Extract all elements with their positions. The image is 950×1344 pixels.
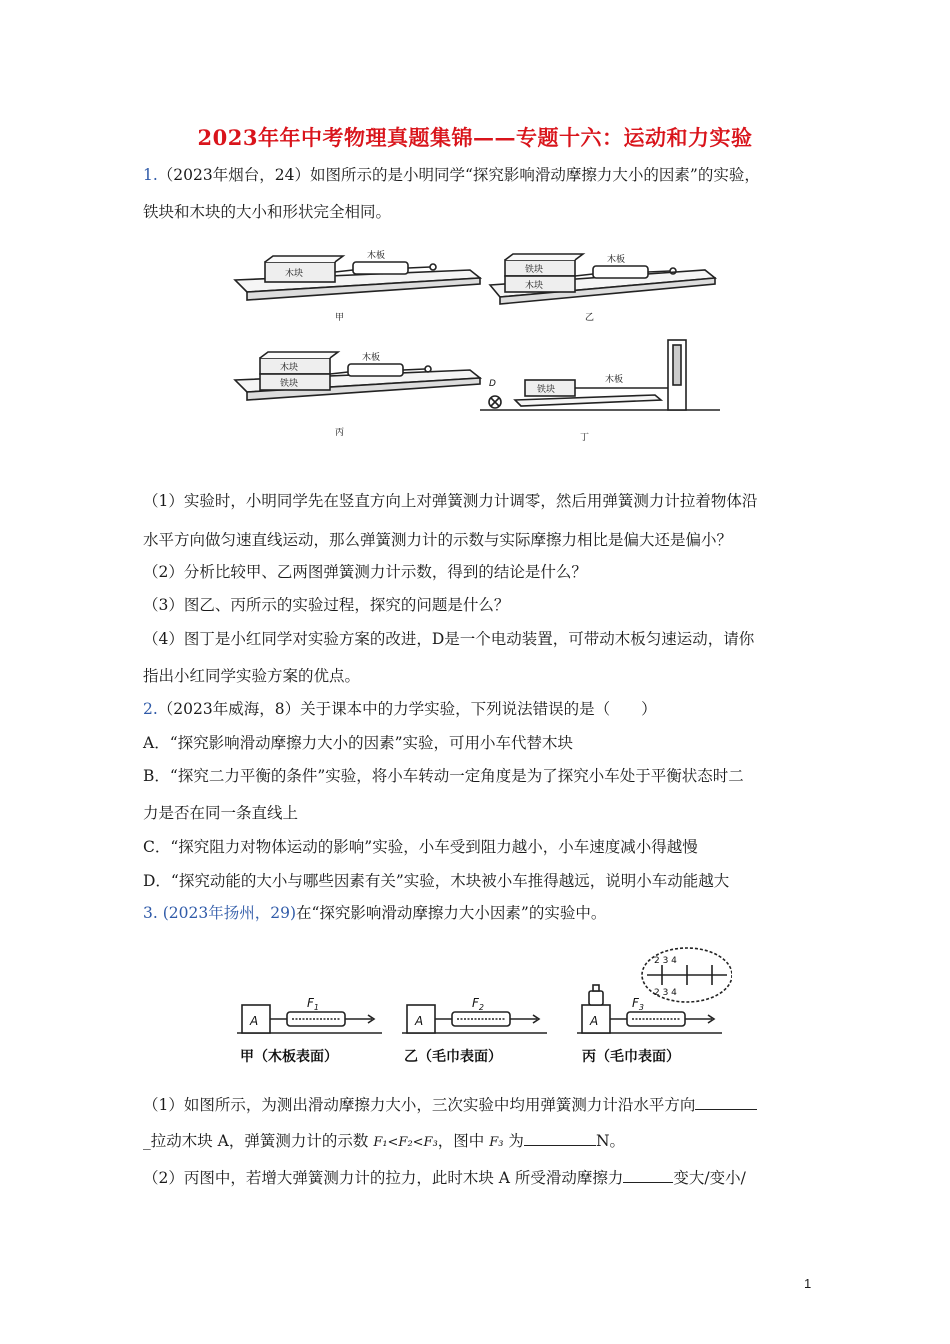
label-tiekuai-yi: 铁块 bbox=[525, 265, 544, 275]
label-d: D bbox=[489, 379, 496, 389]
q2-stem: （2023年威海，8）关于课本中的力学实验，下列说法错误的是（ ） bbox=[157, 700, 657, 718]
q1-stem-line1: （2023年烟台，24）如图所示的是小明同学“探究影响滑动摩擦力大小的因素”的实验， bbox=[157, 166, 760, 184]
q2-option-c: C．“探究阻力对物体运动的影响”实验，小车受到阻力越小，小车速度减小得越慢 bbox=[143, 838, 698, 856]
q1-sub2: （2）分析比较甲、乙两图弹簧测力计示数，得到的结论是什么？ bbox=[143, 563, 587, 581]
q3-sub1-unit: N。 bbox=[595, 1132, 626, 1150]
caption-ding: 丁 bbox=[580, 433, 590, 443]
q1-sub1-line2: 水平方向做匀速直线运动，那么弹簧测力计的示数与实际摩擦力相比是偏大还是偏小？ bbox=[143, 531, 733, 549]
q1-sub3: （3）图乙、丙所示的实验过程，探究的问题是什么？ bbox=[143, 596, 510, 614]
label-tiekuai-bing: 铁块 bbox=[280, 379, 299, 389]
q3-blank-2 bbox=[524, 1131, 596, 1146]
q3-figure bbox=[232, 945, 732, 1075]
q3-blank-3 bbox=[623, 1168, 673, 1183]
caption-bing: 丙 bbox=[335, 428, 345, 438]
q3-stem: 在“探究影响滑动摩擦力大小因素”的实验中。 bbox=[296, 904, 607, 922]
q3-label-a1: A bbox=[250, 1014, 259, 1028]
q1-figure bbox=[225, 240, 725, 450]
q3-caption-bing: 丙（毛巾表面） bbox=[582, 1049, 680, 1065]
q2-option-b-line1: B．“探究二力平衡的条件”实验，将小车转动一定角度是为了探究小车处于平衡状态时二 bbox=[143, 767, 744, 785]
q3-sub1-line2 bbox=[143, 1131, 823, 1153]
q3-stem-line bbox=[143, 903, 823, 923]
q3-f2-subscript: 2 bbox=[478, 1003, 484, 1012]
q3-sub1-text-a: （1）如图所示，为测出滑动摩擦力大小，三次实验中均用弹簧测力计沿水平方向 bbox=[143, 1096, 696, 1114]
q3-sub1-text-c: ，图中 bbox=[437, 1132, 485, 1150]
q3-sub1-line1 bbox=[143, 1095, 823, 1115]
label-muban-ding: 木板 bbox=[605, 375, 624, 385]
label-mukuai-yi: 木块 bbox=[525, 281, 544, 291]
q3-caption-yi: 乙（毛巾表面） bbox=[404, 1049, 502, 1065]
q3-sub2-line1 bbox=[143, 1168, 823, 1188]
page-title: 2023年年中考物理真题集锦——专题十六：运动和力实验 bbox=[197, 125, 753, 150]
q3-sub1-text-d: 为 bbox=[508, 1132, 524, 1150]
q3-f1-letter: F bbox=[307, 996, 314, 1010]
q1-sub1-line1: （1）实验时，小明同学先在竖直方向上对弹簧测力计调零，然后用弹簧测力计拉着物体沿 bbox=[143, 492, 758, 510]
q3-label-f1 bbox=[307, 996, 319, 1012]
q3-sub1-f3: F₃ bbox=[489, 1135, 504, 1150]
page-number: 1 bbox=[804, 1276, 812, 1291]
q1-sub4-line1: （4）图丁是小红同学对实验方案的改进，D是一个电动装置，可带动木板匀速运动，请你 bbox=[143, 630, 755, 648]
q3-number: 3. bbox=[143, 904, 158, 922]
q3-sub1-text-b: _拉动木块 A，弹簧测力计的示数 bbox=[143, 1132, 369, 1150]
q3-label-a3: A bbox=[590, 1014, 599, 1028]
q2-option-d: D．“探究动能的大小与哪些因素有关”实验，木块被小车推得越远，说明小车动能越大 bbox=[143, 872, 730, 890]
q3-sub1-inequality: F₁<F₂<F₃ bbox=[373, 1135, 438, 1150]
q3-source: (2023年扬州，29) bbox=[162, 904, 296, 922]
q3-sub2-text-b: 变大/变小/ bbox=[673, 1169, 746, 1187]
q2-option-a: A．“探究影响滑动摩擦力大小的因素”实验，可用小车代替木块 bbox=[143, 734, 574, 752]
label-mukuai-bing: 木块 bbox=[280, 363, 299, 373]
label-muban-jia: 木板 bbox=[367, 251, 386, 261]
q2-number: 2. bbox=[143, 700, 158, 718]
q3-f2-letter: F bbox=[472, 996, 479, 1010]
q2-stem-line bbox=[143, 699, 823, 719]
q3-label-f2 bbox=[472, 996, 484, 1012]
q1-number: 1. bbox=[143, 166, 158, 184]
q3-label-f3 bbox=[632, 996, 644, 1012]
q1-sub4-line2: 指出小红同学实验方案的优点。 bbox=[143, 667, 361, 685]
q3-blank-1 bbox=[695, 1095, 757, 1110]
q3-sub2-text-a: （2）丙图中，若增大弹簧测力计的拉力，此时木块 A 所受滑动摩擦力 bbox=[143, 1169, 624, 1187]
label-muban-yi: 木板 bbox=[607, 255, 626, 265]
q3-caption-jia: 甲（木板表面） bbox=[240, 1049, 338, 1065]
q3-f3-letter: F bbox=[632, 996, 639, 1010]
label-tiekuai-ding: 铁块 bbox=[537, 385, 556, 395]
q2-option-b-line2: 力是否在同一条直线上 bbox=[143, 804, 299, 822]
label-mukuai-jia: 木块 bbox=[285, 269, 304, 279]
label-muban-bing: 木板 bbox=[362, 353, 381, 363]
q3-scale-bottom: 2 3 4 bbox=[654, 988, 677, 998]
q3-f3-subscript: 3 bbox=[638, 1003, 644, 1012]
q3-label-a2: A bbox=[415, 1014, 424, 1028]
caption-jia: 甲 bbox=[335, 313, 345, 323]
q1-stem-line2: 铁块和木块的大小和形状完全相同。 bbox=[143, 203, 392, 221]
q3-scale-top: 2 3 4 bbox=[654, 956, 677, 966]
q1-line1 bbox=[143, 165, 823, 185]
q3-f1-subscript: 1 bbox=[313, 1003, 319, 1012]
caption-yi: 乙 bbox=[585, 313, 595, 323]
